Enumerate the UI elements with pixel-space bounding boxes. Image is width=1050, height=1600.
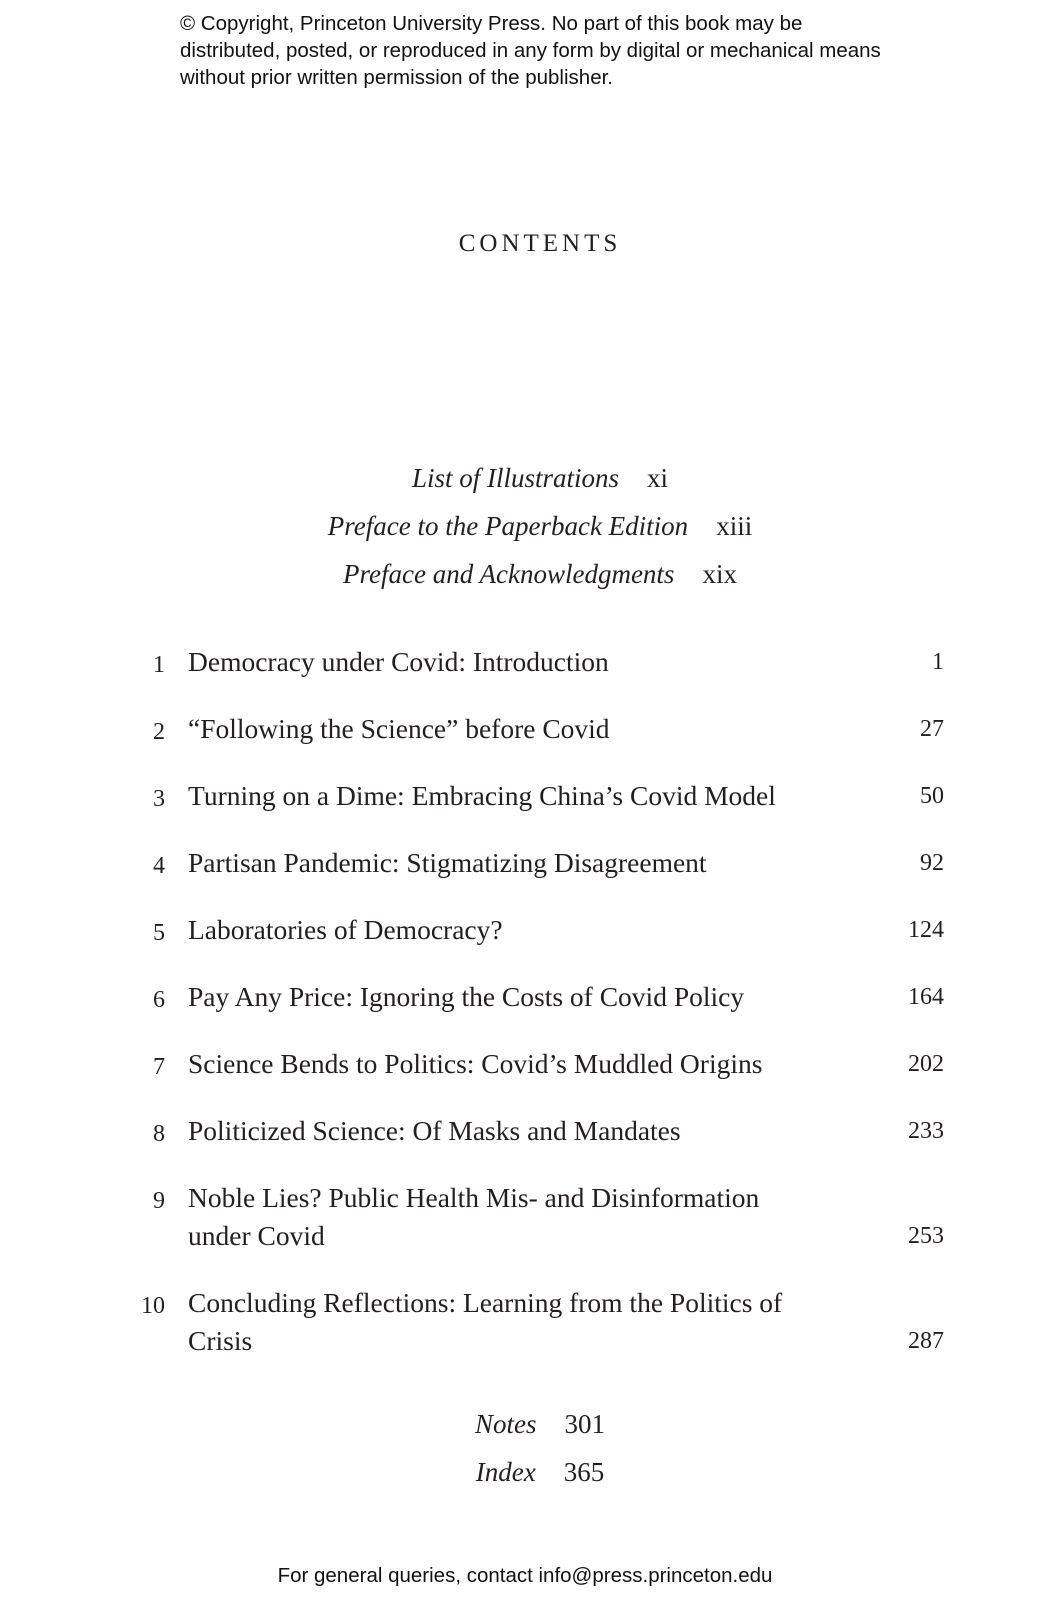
chapter-page: 287 — [908, 1328, 944, 1354]
chapter-number: 6 — [153, 987, 165, 1013]
chapter-number: 3 — [153, 786, 165, 812]
toc-entry-title: Preface to the Paperback Edition — [327, 511, 689, 541]
toc-chapter-10[interactable] — [0, 1284, 1050, 1360]
chapter-number: 9 — [153, 1188, 165, 1214]
chapter-number: 10 — [141, 1293, 165, 1319]
chapter-number: 8 — [153, 1121, 165, 1147]
chapter-page: 92 — [920, 850, 944, 876]
toc-entry-preface-acknowledgments[interactable] — [0, 558, 1050, 606]
chapter-number: 5 — [153, 920, 165, 946]
chapter-title: “Following the Science” before Covid — [188, 713, 610, 744]
toc-chapter-1[interactable] — [0, 643, 1050, 681]
chapter-number: 2 — [153, 719, 165, 745]
toc-chapter-3[interactable] — [0, 777, 1050, 815]
chapter-number: 1 — [153, 652, 165, 678]
chapter-page: 253 — [908, 1223, 944, 1249]
chapter-title: Democracy under Covid: Introduction — [188, 646, 609, 677]
front-matter-list — [0, 462, 1050, 606]
chapter-page: 164 — [908, 984, 944, 1010]
toc-entry-page: 301 — [564, 1409, 605, 1439]
chapter-title: Politicized Science: Of Masks and Mandates — [188, 1115, 681, 1146]
chapter-title: Science Bends to Politics: Covid’s Muddled Origins — [188, 1048, 763, 1079]
chapter-list — [0, 643, 1050, 1389]
chapter-title: Concluding Reflections: Learning from the Politics of Crisis — [188, 1287, 783, 1356]
toc-entry-preface-paperback[interactable] — [0, 510, 1050, 558]
toc-entry-index[interactable] — [0, 1456, 1050, 1504]
footer-contact: For general queries, contact info@press.princeton.edu — [277, 1564, 773, 1587]
toc-entry-title: List of Illustrations — [411, 463, 620, 493]
chapter-title: Laboratories of Democracy? — [188, 914, 503, 945]
back-matter-list — [0, 1408, 1050, 1504]
toc-entry-page: 365 — [563, 1457, 605, 1487]
toc-entry-title: Index — [475, 1457, 536, 1487]
toc-chapter-4[interactable] — [0, 844, 1050, 882]
toc-chapter-5[interactable] — [0, 911, 1050, 949]
chapter-title: Turning on a Dime: Embracing China’s Covid Model — [188, 780, 776, 811]
chapter-page: 1 — [932, 649, 944, 675]
toc-entry-title: Notes — [474, 1409, 537, 1439]
toc-entry-page: xix — [702, 559, 737, 589]
toc-chapter-9[interactable] — [0, 1179, 1050, 1255]
chapter-page: 202 — [908, 1051, 944, 1077]
chapter-page: 50 — [920, 783, 944, 809]
chapter-page: 27 — [920, 716, 944, 742]
page-title: CONTENTS — [458, 230, 622, 257]
copyright-notice: © Copyright, Princeton University Press. No part of this book may be distributed, posted, or reproduced in any form by digital or mechanical means without prior written permission of the publisher. — [180, 12, 881, 89]
toc-entry-notes[interactable] — [0, 1408, 1050, 1456]
chapter-title: Noble Lies? Public Health Mis- and Disinformation under Covid — [188, 1182, 760, 1251]
chapter-title: Pay Any Price: Ignoring the Costs of Covid Policy — [188, 981, 745, 1012]
chapter-number: 4 — [153, 853, 165, 879]
chapter-page: 233 — [908, 1118, 944, 1144]
toc-entry-page: xi — [647, 463, 669, 493]
toc-chapter-2[interactable] — [0, 710, 1050, 748]
chapter-number: 7 — [153, 1054, 165, 1080]
toc-entry-page: xiii — [716, 511, 753, 541]
toc-chapter-8[interactable] — [0, 1112, 1050, 1150]
chapter-page: 124 — [908, 917, 944, 943]
chapter-title: Partisan Pandemic: Stigmatizing Disagreement — [188, 847, 707, 878]
toc-entry-title: Preface and Acknowledgments — [343, 559, 675, 589]
toc-chapter-7[interactable] — [0, 1045, 1050, 1083]
toc-entry-list-of-illustrations[interactable] — [0, 462, 1050, 510]
toc-chapter-6[interactable] — [0, 978, 1050, 1016]
